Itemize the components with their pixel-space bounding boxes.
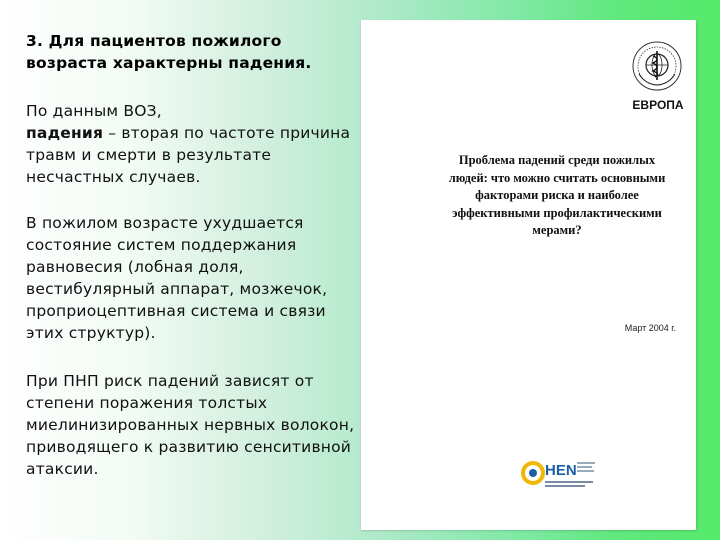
report-title: Проблема падений среди пожилых людей: что можно считать основными факторами риска и наиболее эффективными профилактическими мерами? [448, 153, 666, 237]
paragraph-pnp-risk: При ПНП риск падений зависят от степени поражения толстых миелинизированных нервных волокон, приводящего к развитию сенситивной атаксии. [26, 372, 355, 478]
who-emblem-icon [631, 40, 683, 92]
paragraph-who-prefix: По данным ВОЗ, [26, 102, 162, 120]
paragraph-falls-term: падения [26, 124, 104, 142]
report-cover-image [360, 20, 696, 530]
paragraph-balance-systems: В пожилом возрасте ухудшается состояние систем поддержания равновесия (лобная доля, вестибулярный аппарат, мозжечок, проприоцептивная система и связи этих структур). [26, 214, 328, 342]
slide-title: 3. Для пациентов пожилого возраста характерны падения. [26, 32, 312, 72]
hen-logo-icon [521, 455, 599, 491]
report-date: Март 2004 г. [624, 323, 676, 333]
slide-text-column [26, 30, 356, 480]
who-region-label: ЕВРОПА [632, 98, 684, 112]
paragraph-who-rest: – вторая по частоте причина травм и смерти в результате несчастных случаев. [26, 124, 351, 186]
hen-logo-text: HEN [545, 462, 577, 479]
paragraph-who-statistics [26, 100, 356, 188]
